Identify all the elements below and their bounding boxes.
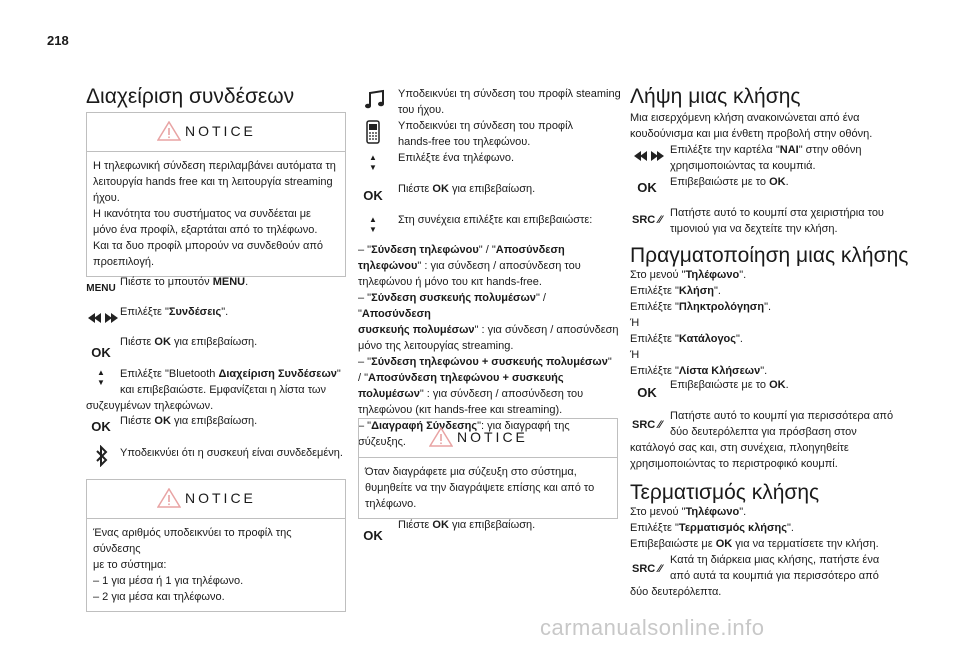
step-select-bluetooth: Επιλέξτε "Bluetooth Διαχείριση Συνδέσεων" xyxy=(120,368,341,380)
src-phone-button-icon: SRC ⁄⁄ xyxy=(632,419,662,431)
step-device-connected: Υποδεικνύει ότι η συσκευή είναι συνδεδεμένη. xyxy=(120,447,343,459)
menu-button-icon: MENU xyxy=(86,283,116,294)
ok-button-icon: OK xyxy=(637,385,657,400)
text-line: Επιλέξτε ένα τηλέφωνο. xyxy=(398,152,515,164)
section-heading-make-call: Πραγματοποίηση μιας κλήσης xyxy=(630,244,909,267)
page-number: 218 xyxy=(47,33,69,48)
notice-line: λειτουργία hands free και τη λειτουργία streaming xyxy=(93,176,333,188)
notice-line: Η ικανότητα του συστήματος να συνδέεται με xyxy=(93,208,311,220)
notice-box xyxy=(86,479,346,612)
text-line: Υποδεικνύει τη σύνδεση του προφίλ xyxy=(398,120,574,132)
notice-line: θυμηθείτε να την διαγράψετε επίσης και από το xyxy=(365,482,595,494)
notice-line: μόνο ένα προφίλ, εξαρτάται από το τηλέφωνο. xyxy=(93,224,318,236)
step-text-line: και επιβεβαιώστε. Εμφανίζεται η λίστα των xyxy=(120,384,326,396)
notice-line: – 2 για μέσα και τηλέφωνο. xyxy=(93,591,225,603)
ok-button-icon: OK xyxy=(91,345,111,360)
notice-line: τηλέφωνο. xyxy=(365,498,417,510)
option-list: – "Σύνδεση τηλεφώνου" / "Αποσύνδεση τηλεφώνου" : για σύνδεση / αποσύνδεση του τηλεφώνου ή μόνο του κιτ hands-free. – "Σύνδεση συσκευής πολυμέσων" / "Αποσύνδεση συσκευής πολυμέσων" : για σύνδεση / αποσύνδεση μόνο της λειτουργίας streaming. – "Σύνδεση τηλεφώνου + συσκευής πολυμέσων" / "Αποσύνδεση τηλεφώνου + συσκευής πολυμέσων" : για σύνδεση / αποσύνδεση του τηλεφώνου (κιτ hands-free και streaming). – "Διαγραφή Σύνδεσης": για διαγραφή της σύζευξης. xyxy=(358,244,619,448)
text-line: hands-free του τηλεφώνου. xyxy=(398,136,531,148)
section-heading-end-call: Τερματισμός κλήσης xyxy=(630,481,820,504)
up-down-arrows-icon: ▲ ▼ xyxy=(97,368,105,387)
text-line: του ήχου. xyxy=(398,104,445,116)
text-line: Στη συνέχεια επιλέξτε και επιβεβαιώστε: xyxy=(398,214,593,226)
up-down-arrows-icon: ▲ ▼ xyxy=(369,215,377,234)
section-heading-receive-call: Λήψη μιας κλήσης xyxy=(630,85,801,108)
option-item: – "Σύνδεση τηλεφώνου" / "Αποσύνδεση xyxy=(358,244,565,256)
notice-line: Ένας αριθμός υποδεικνύει το προφίλ της σύνδεσης xyxy=(93,527,292,555)
music-note-icon xyxy=(364,89,386,111)
notice-title: NOTICE xyxy=(185,123,256,139)
step-text-line: συζευγμένων τηλεφώνων. xyxy=(86,400,214,412)
notice-line: προεπιλογή. xyxy=(93,256,155,268)
bluetooth-icon xyxy=(95,445,109,467)
step-press-menu: Πιέστε το μπουτόν MENU. xyxy=(120,276,249,288)
step-press-ok: Πιέστε OK για επιβεβαίωση. xyxy=(398,183,536,195)
option-item: – "Διαγραφή Σύνδεσης": για διαγραφή της σύζευξης. xyxy=(358,420,570,448)
section-heading-connections: Διαχείριση συνδέσεων xyxy=(86,85,295,108)
notice-title: NOTICE xyxy=(457,429,528,445)
ok-button-icon: OK xyxy=(363,188,383,203)
warning-icon xyxy=(157,488,181,508)
option-item: – "Σύνδεση συσκευής πολυμέσων" / "Αποσύνδεση xyxy=(358,292,546,320)
notice-line: Η τηλεφωνική σύνδεση περιλαμβάνει αυτόματα τη xyxy=(93,160,336,172)
ok-button-icon: OK xyxy=(91,419,111,434)
notice-line: – 1 για μέσα ή 1 για τηλέφωνο. xyxy=(93,575,244,587)
option-item: – "Σύνδεση τηλεφώνου + συσκευής πολυμέσων" xyxy=(358,356,612,368)
warning-icon xyxy=(157,121,181,141)
notice-box xyxy=(86,112,346,277)
step-press-ok: Πιέστε OK για επιβεβαίωση. xyxy=(120,336,258,348)
notice-line: ήχου. xyxy=(93,192,120,204)
notice-line: Όταν διαγράφετε μια σύζευξη στο σύστημα, xyxy=(365,466,577,478)
notice-box xyxy=(358,418,618,519)
step-press-ok: Πιέστε OK για επιβεβαίωση. xyxy=(398,519,536,531)
step-press-ok: Πιέστε OK για επιβεβαίωση. xyxy=(120,415,258,427)
watermark: carmanualsonline.info xyxy=(540,615,765,640)
left-right-arrows-icon xyxy=(634,150,664,162)
notice-title: NOTICE xyxy=(185,490,256,506)
src-phone-button-icon: SRC ⁄⁄ xyxy=(632,563,662,575)
ok-button-icon: OK xyxy=(363,528,383,543)
step-select-connections: Επιλέξτε "Συνδέσεις". xyxy=(120,306,229,318)
ok-button-icon: OK xyxy=(637,180,657,195)
src-phone-button-icon: SRC ⁄⁄ xyxy=(632,214,662,226)
notice-line: με το σύστημα: xyxy=(93,559,167,571)
warning-icon xyxy=(429,427,453,447)
notice-line: Και τα δυο προφίλ μπορούν να συνδεθούν από xyxy=(93,240,324,252)
text-line: Υποδεικνύει τη σύνδεση του προφίλ steaming xyxy=(398,88,621,100)
left-right-arrows-icon xyxy=(88,312,118,324)
phone-icon xyxy=(366,120,380,144)
up-down-arrows-icon: ▲ ▼ xyxy=(369,153,377,172)
